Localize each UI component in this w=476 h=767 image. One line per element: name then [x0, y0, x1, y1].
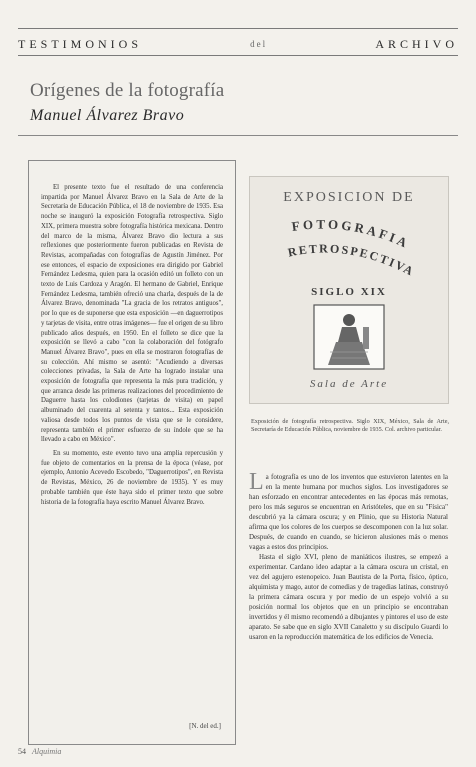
- main-paragraph: Hasta el siglo XVI, pleno de maniáticos ilustres, se empezó a experimentar. Cardano ideo adaptar a la cámara oscura un cristal, en vez del agujero estenopeico. Juan Bautista de la Porta, físico, óptico, alquimista y mago, autor de comedias y de tragedias latinas, construyó la primera cámara oscura y por medio de un espejo volvió a su posición normal los objetos que en un principio se encontraban invertidos y él mismo recomendó a dibujantes y pintores el uso de este aparato. Se sabe que en siglo XVII Canaletto y su discípulo Guardi lo usaron en la reproducción matemática de los edificios de Venecia.: [249, 553, 448, 641]
- poster-line-4: SIGLO XIX: [311, 286, 387, 298]
- poster-image: [250, 177, 448, 403]
- header-rule-top: [18, 28, 458, 29]
- main-text: [249, 469, 448, 642]
- poster-line-2: FOTOGRAFIA: [290, 216, 413, 252]
- article-author: Manuel Álvarez Bravo: [30, 107, 185, 124]
- editor-note-box: [28, 160, 236, 745]
- editor-note-text: [41, 183, 223, 507]
- page-folio: [18, 747, 61, 756]
- poster-caption: Exposición de fotografía retrospectiva. Siglo XIX, México, Sala de Arte, Secretaría de Educación Pública, noviembre de 1935. Col. archivo particular.: [251, 418, 449, 433]
- header-right: ARCHIVO: [375, 36, 458, 51]
- poster-line-3: RETROSPECTIVA: [286, 241, 418, 280]
- exhibition-poster: [249, 176, 449, 404]
- poster-line-1: EXPOSICION DE: [283, 190, 415, 205]
- editor-note-paragraph: El presente texto fue el resultado de una conferencia impartida por Manuel Álvarez Bravo en la Sala de Arte de la Secretaría de Educación Pública, el 18 de noviembre de 1935. Esa noche se inauguró la exposición Fotografía retrospectiva. Siglo XIX, primera muestra sobre fotografía histórica mexicana. Dentro del marco de la misma, Álvarez Bravo dio lectura a sus reflexiones que posteriormente fueron publicadas en Revista de Revistas, acompañadas con fotografías de Agustín Jiménez. Por ese entonces, el espacio de exposiciones era dirigido por Gabriel Fernández Ledesma, quien para la ocasión editó un folleto con un texto de Luis Cardoza y Aragón. El hermano de Gabriel, Enrique Fernández Ledesma, también ofreció una charla, después de la de Álvarez Bravo, denominada "La gracia de los retratos antiguos", por lo que es de suponerse que esta exposición —en daguerrotipos y tarjetas de visita, entre otras imágenes— fue el origen de su libro publicado años después, en 1950. En el folleto se dice que la exposición se llevó a cabo "con la colaboración del fotógrafo Manuel Álvarez Bravo", pues en ella se mostraron fotografías de su colección. Ahí mismo se asentó: "Acudiendo a diversas colecciones privadas, la Sala de Arte ha logrado instalar una exposición de fotografía que representa la más pura tradición, y que arranca desde las primeras realizaciones del procedimiento de Daguerre hasta los colodiones (tarjetas de visita) en papel albuminado del cuarenta al setenta y tantos... Esta exposición valiosa desde todos los puntos de vista que se le considere, representa también el primer esfuerzo de su índole que se ha llevado a cabo en México".: [41, 184, 223, 444]
- article-title: Orígenes de la fotografía: [30, 80, 225, 101]
- header-middle: del: [250, 39, 268, 49]
- editor-signature: [N. del ed.]: [189, 722, 221, 730]
- drop-cap: L: [249, 469, 264, 495]
- header-rule-bottom: [18, 55, 458, 56]
- main-paragraph: [249, 469, 448, 552]
- page-number: 54: [18, 747, 26, 756]
- main-paragraph-text: a fotografía es uno de los inventos que estuvieron latentes en la en la mente humana por muchos siglos. Los investigadores se han esforzado en encontrar antecedentes en las épocas más remotas, pero los más seguros se encuentran en Aristóteles, que en su "Física" descubrió ya la cámara oscura; y en Plinio, que su Historia Natural afirma que los colores de los cuerpos se descomponen con la luz solar. Después, de cuando en cuando, se hicieron alusiones más o menos vagas a estos dos principios.: [249, 473, 448, 551]
- poster-line-5: Sala de Arte: [309, 378, 389, 390]
- section-header: [18, 36, 458, 52]
- title-rule: [18, 135, 458, 136]
- magazine-name: Alquimia: [32, 747, 62, 756]
- header-left: TESTIMONIOS: [18, 36, 142, 51]
- editor-note-paragraph: En su momento, este evento tuvo una amplia repercusión y fue objeto de comentarios en la prensa de la época (véase, por ejemplo, Antonio Acevedo Escobedo, "Daguerrotipos", en Revista de Revistas, México, 26 de noviembre de 1935). Y es muy probable también que éste haya sido el primer texto que sobre historia de la fotografía haya escrito Manuel Álvarez Bravo.: [41, 449, 223, 506]
